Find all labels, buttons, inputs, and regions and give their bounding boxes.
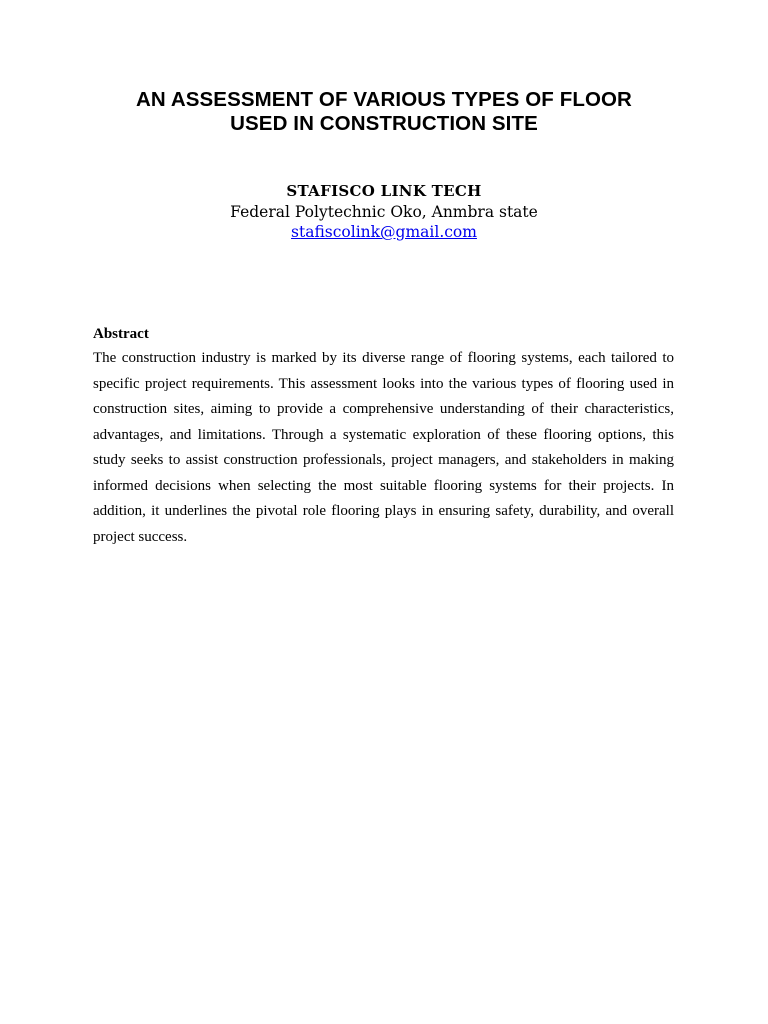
paper-title-line-2: USED IN CONSTRUCTION SITE [230,112,538,135]
author-name: STAFISCO LINK TECH [286,182,482,200]
author-email-link[interactable]: stafiscolink@gmail.com [291,223,477,241]
abstract-body: The construction industry is marked by its diverse range of flooring systems, each tailored to specific project requirements. This assessment looks into the various types of flooring used in construction sites, aiming to provide a comprehensive understanding of their characteristics, advantages, and limitations. Through a systematic exploration of these flooring options, this study seeks to assist construction professionals, project managers, and stakeholders in making informed decisions when selecting the most suitable flooring systems for their projects. In addition, it underlines the pivotal role flooring plays in ensuring safety, durability, and overall project success. [93,350,674,545]
abstract-section [93,322,674,550]
paper-title [60,88,708,136]
paper-title-line-1: AN ASSESSMENT OF VARIOUS TYPES OF FLOOR [136,88,632,111]
author-affiliation: Federal Polytechnic Oko, Anmbra state [230,203,538,221]
author-block [60,181,708,242]
abstract-heading: Abstract [93,326,149,342]
